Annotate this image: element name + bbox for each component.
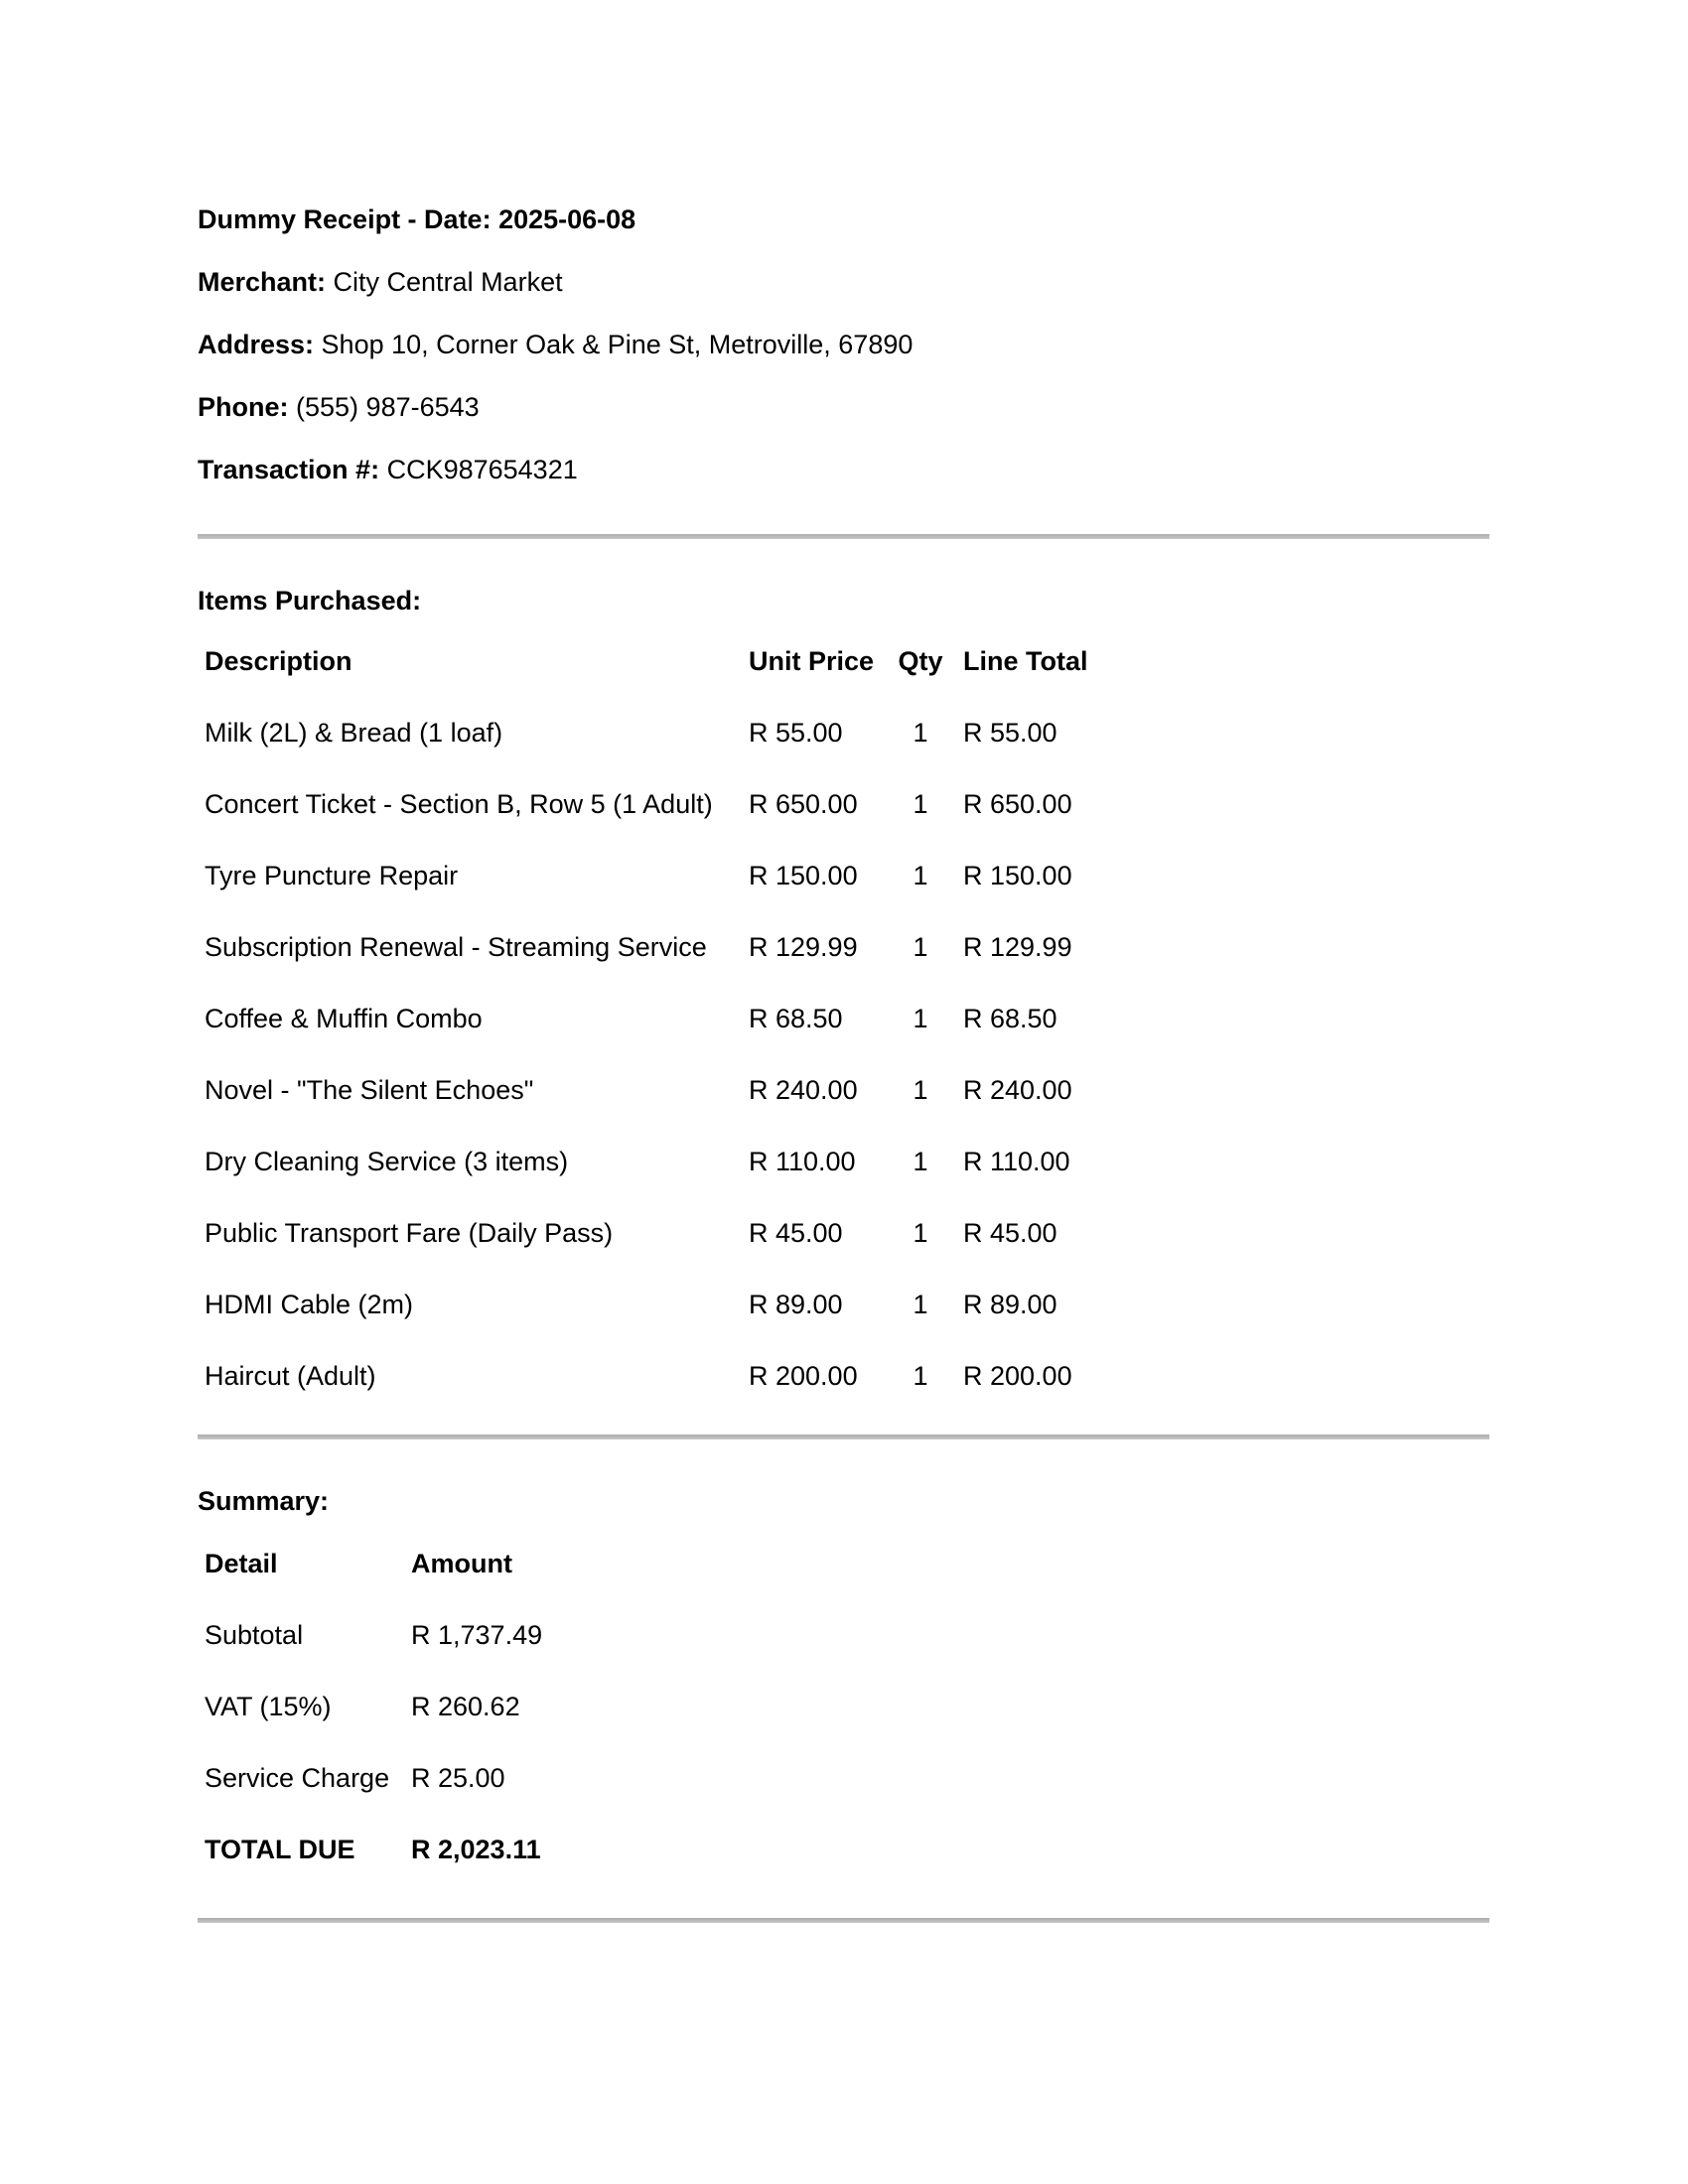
summary-detail: Service Charge	[205, 1763, 390, 1793]
summary-row-vat	[198, 1671, 577, 1742]
item-description: Coffee & Muffin Combo	[205, 1004, 483, 1033]
summary-detail: VAT (15%)	[205, 1692, 332, 1721]
item-description: Public Transport Fare (Daily Pass)	[205, 1218, 614, 1248]
summary-table-body	[198, 1599, 577, 1885]
item-description: Dry Cleaning Service (3 items)	[205, 1147, 569, 1176]
item-line-total: R 68.50	[963, 1004, 1057, 1033]
section-divider-middle	[198, 1434, 1489, 1439]
item-qty: 1	[913, 861, 928, 890]
items-header-row	[198, 625, 1099, 697]
summary-amount: R 1,737.49	[411, 1620, 543, 1650]
item-qty: 1	[913, 1218, 928, 1248]
item-description: HDMI Cable (2m)	[205, 1290, 414, 1319]
item-qty: 1	[913, 1361, 928, 1391]
item-unit-price: R 240.00	[749, 1075, 858, 1105]
item-unit-price: R 129.99	[749, 932, 858, 962]
item-line-total: R 200.00	[963, 1361, 1072, 1391]
item-line-total: R 650.00	[963, 789, 1072, 819]
item-row	[198, 768, 1099, 840]
items-col-qty: Qty	[898, 646, 943, 676]
item-unit-price: R 55.00	[749, 718, 843, 748]
item-description: Subscription Renewal - Streaming Service	[205, 932, 707, 962]
item-line-total: R 45.00	[963, 1218, 1057, 1248]
item-qty: 1	[913, 932, 928, 962]
summary-col-amount: Amount	[411, 1549, 512, 1578]
summary-row-service-charge	[198, 1742, 577, 1814]
phone-line	[198, 392, 1489, 423]
phone-label: Phone:	[198, 392, 289, 422]
item-description: Concert Ticket - Section B, Row 5 (1 Adult)	[205, 789, 713, 819]
items-col-line-total: Line Total	[963, 646, 1088, 676]
item-unit-price: R 200.00	[749, 1361, 858, 1391]
item-line-total: R 129.99	[963, 932, 1072, 962]
items-table-header	[198, 625, 1099, 697]
item-description: Novel - "The Silent Echoes"	[205, 1075, 534, 1105]
items-heading: Items Purchased:	[198, 586, 422, 615]
item-qty: 1	[913, 1147, 928, 1176]
item-row	[198, 1197, 1099, 1269]
item-unit-price: R 68.50	[749, 1004, 843, 1033]
merchant-line	[198, 267, 1489, 298]
transaction-value: CCK987654321	[386, 455, 578, 484]
section-divider-bottom	[198, 1918, 1489, 1923]
merchant-value: City Central Market	[333, 267, 563, 297]
phone-value: (555) 987-6543	[296, 392, 480, 422]
summary-col-detail: Detail	[205, 1549, 278, 1578]
transaction-label: Transaction #:	[198, 455, 380, 484]
address-value: Shop 10, Corner Oak & Pine St, Metroville, 67890	[321, 330, 914, 359]
items-table	[198, 625, 1099, 1412]
summary-detail: Subtotal	[205, 1620, 304, 1650]
item-description: Haircut (Adult)	[205, 1361, 376, 1391]
address-line	[198, 330, 1489, 360]
item-line-total: R 55.00	[963, 718, 1057, 748]
item-line-total: R 89.00	[963, 1290, 1057, 1319]
items-table-body	[198, 697, 1099, 1412]
transaction-line	[198, 455, 1489, 485]
item-row	[198, 1269, 1099, 1340]
section-divider-top	[198, 534, 1489, 539]
item-line-total: R 150.00	[963, 861, 1072, 890]
item-unit-price: R 110.00	[749, 1147, 856, 1176]
item-row	[198, 1340, 1099, 1412]
item-line-total: R 110.00	[963, 1147, 1070, 1176]
item-description: Milk (2L) & Bread (1 loaf)	[205, 718, 503, 748]
item-row	[198, 697, 1099, 768]
item-qty: 1	[913, 1075, 928, 1105]
summary-table	[198, 1528, 577, 1885]
item-qty: 1	[913, 718, 928, 748]
summary-amount: R 2,023.11	[411, 1835, 541, 1864]
summary-heading: Summary:	[198, 1486, 330, 1516]
summary-detail: TOTAL DUE	[205, 1835, 355, 1864]
summary-row-total-due	[198, 1814, 577, 1885]
item-qty: 1	[913, 1004, 928, 1033]
merchant-label: Merchant:	[198, 267, 327, 297]
item-row	[198, 1126, 1099, 1197]
item-qty: 1	[913, 789, 928, 819]
summary-header-row	[198, 1528, 577, 1599]
item-row	[198, 911, 1099, 983]
item-qty: 1	[913, 1290, 928, 1319]
item-row	[198, 983, 1099, 1054]
receipt-document	[198, 0, 1489, 1923]
items-col-unit-price: Unit Price	[749, 646, 875, 676]
summary-amount: R 260.62	[411, 1692, 520, 1721]
item-row	[198, 1054, 1099, 1126]
summary-table-header	[198, 1528, 577, 1599]
summary-row-subtotal	[198, 1599, 577, 1671]
item-line-total: R 240.00	[963, 1075, 1072, 1105]
item-unit-price: R 45.00	[749, 1218, 843, 1248]
address-label: Address:	[198, 330, 315, 359]
items-col-description: Description	[205, 646, 352, 676]
item-row	[198, 840, 1099, 911]
item-unit-price: R 650.00	[749, 789, 858, 819]
item-description: Tyre Puncture Repair	[205, 861, 459, 890]
item-unit-price: R 150.00	[749, 861, 858, 890]
summary-amount: R 25.00	[411, 1763, 505, 1793]
item-unit-price: R 89.00	[749, 1290, 843, 1319]
receipt-title: Dummy Receipt - Date: 2025-06-08	[198, 205, 636, 234]
